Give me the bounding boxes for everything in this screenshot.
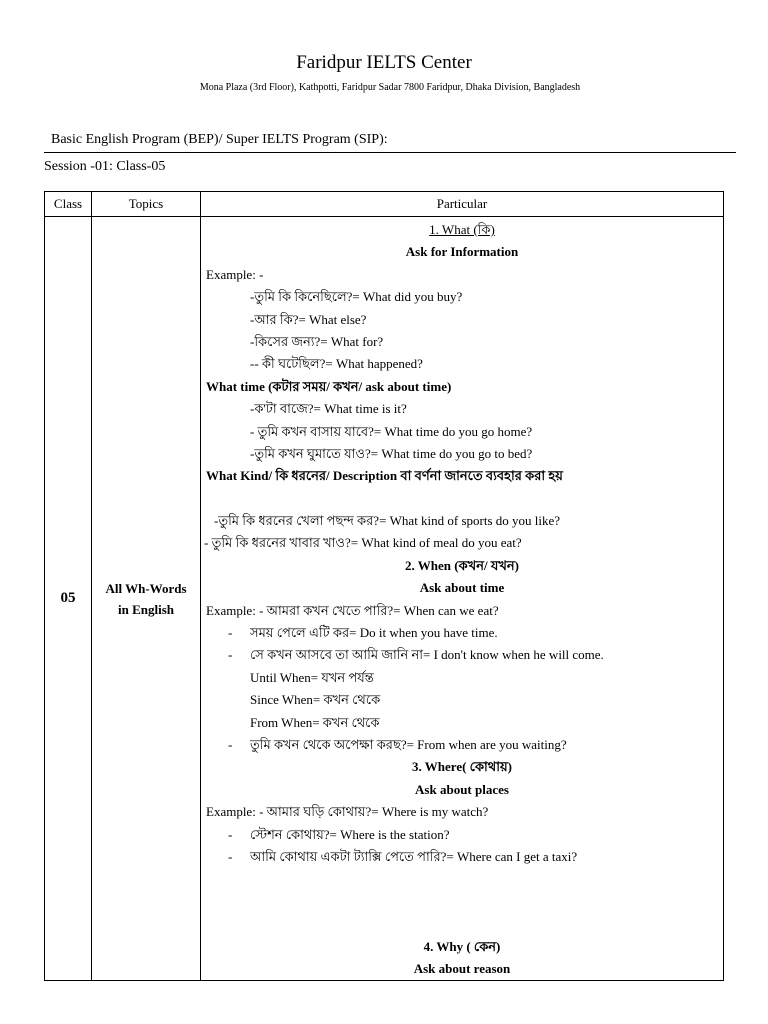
topic-line: All Wh-Words — [105, 580, 187, 596]
dash: - — [228, 826, 233, 842]
example-text: আমি কোথায় একটা ট্যাক্সি পেতে পারি?= Where can I get a taxi? — [250, 848, 578, 864]
example-text: সে কখন আসবে তা আমি জানি না= I don't know when he will come. — [250, 647, 604, 663]
class-number: 05 — [45, 217, 92, 981]
example-line: -ক'টা বাজে?= What time is it? — [250, 401, 407, 417]
example-line: Since When= কখন থেকে — [250, 692, 381, 708]
heading-text: 1. What (কি) — [429, 222, 495, 237]
dash: - — [228, 736, 233, 752]
column-header-particular: Particular — [201, 192, 724, 217]
program-title: Basic English Program (BEP)/ Super IELTS Program (SIP): — [51, 132, 388, 147]
section-heading-why: 4. Why ( কেন) — [423, 938, 501, 954]
topic-line: in English — [117, 601, 174, 617]
section-subheading: Ask about places — [415, 781, 509, 797]
example-text: তুমি কখন থেকে অপেক্ষা করছ?= From when are you waiting? — [250, 736, 567, 752]
section-heading-where: 3. Where( কোথায়) — [412, 759, 512, 775]
dash: - — [228, 647, 233, 663]
spacer — [201, 868, 723, 890]
topic-cell — [92, 217, 201, 981]
section-heading-when: 2. When (কখন/ যখন) — [405, 557, 519, 573]
center-title: Faridpur IELTS Center — [296, 52, 472, 73]
subsection-heading: What time (কটার সময়/ কখন/ ask about time) — [206, 378, 452, 394]
table-row — [45, 217, 724, 981]
example-line — [201, 824, 723, 846]
example-line: From When= কখন থেকে — [250, 714, 380, 730]
dash: - — [228, 848, 233, 864]
table-header-row — [45, 192, 724, 217]
example-line: -তুমি কি কিনেছিলে?= What did you buy? — [250, 289, 463, 305]
example-line: -কিসের জন্য?= What for? — [250, 333, 384, 349]
example-line: Example: - — [206, 266, 264, 282]
example-line: Until When= যখন পর্যন্ত — [250, 669, 374, 685]
section-heading-what — [201, 219, 723, 241]
example-line: -তুমি কখন ঘুমাতে যাও?= What time do you go to bed? — [250, 445, 533, 461]
example-line: Example: - আমার ঘড়ি কোথায়?= Where is my watch? — [206, 804, 489, 820]
center-address: Mona Plaza (3rd Floor), Kathpotti, Faridpur Sadar 7800 Faridpur, Dhaka Division, Bangladesh — [199, 82, 581, 93]
example-line — [201, 622, 723, 644]
column-header-topics: Topics — [92, 192, 201, 217]
column-header-class: Class — [45, 192, 92, 217]
example-line: -- কী ঘটেছিল?= What happened? — [250, 356, 423, 372]
example-line — [201, 734, 723, 756]
section-subheading: Ask for Information — [405, 244, 519, 260]
section-subheading: Ask about reason — [413, 960, 511, 976]
dash: - — [228, 625, 233, 641]
example-text: স্টেশন কোথায়?= Where is the station? — [250, 826, 450, 842]
spacer — [201, 891, 723, 913]
example-line: - তুমি কখন বাসায় যাবে?= What time do you go home? — [250, 423, 533, 439]
section-subheading: Ask about time — [419, 580, 505, 596]
spacer — [201, 488, 723, 510]
class-table — [44, 191, 724, 981]
example-line — [201, 846, 723, 868]
subsection-heading: What Kind/ কি ধরনের/ Description বা বর্ণনা জানতে ব্যবহার করা হয় — [206, 468, 563, 484]
session-label: Session -01: Class-05 — [44, 159, 166, 174]
example-line: Example: - আমরা কখন খেতে পারি?= When can we eat? — [206, 602, 499, 618]
spacer — [201, 913, 723, 935]
example-line: -তুমি কি ধরনের খেলা পছন্দ কর?= What kind of sports do you like? — [214, 513, 561, 529]
example-line: - তুমি কি ধরনের খাবার খাও?= What kind of meal do you eat? — [204, 535, 522, 551]
particular-cell — [201, 217, 724, 981]
example-line: -আর কি?= What else? — [250, 311, 367, 327]
example-line — [201, 644, 723, 666]
example-text: সময় পেলে এটি কর= Do it when you have time. — [250, 625, 498, 641]
divider — [44, 152, 736, 153]
